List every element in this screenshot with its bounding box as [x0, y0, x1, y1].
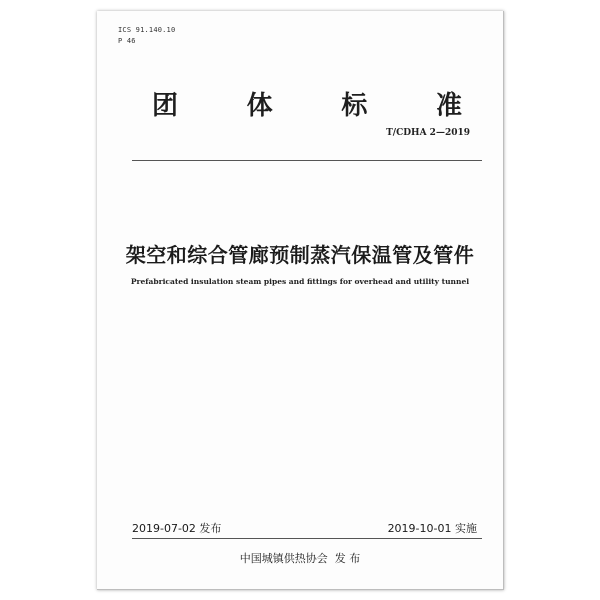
- bottom-divider: [132, 538, 482, 539]
- standard-type-char: 标: [341, 91, 368, 121]
- document-title-english: Prefabricated insulation steam pipes and fittings for overhead and utility tunnel: [130, 277, 470, 286]
- publisher: 中国城镇供热协会 发 布: [239, 552, 361, 565]
- standard-type-char: 准: [435, 91, 462, 121]
- standard-cover-page: [97, 11, 504, 590]
- ics-code: ICS 91.140.10: [118, 26, 176, 34]
- classification-code: P 46: [118, 37, 136, 45]
- implementation-date: 2019-10-01 实施: [387, 522, 477, 535]
- standard-type-heading: [152, 85, 462, 122]
- standard-type-char: 团: [152, 91, 179, 121]
- issue-date: 2019-07-02 发布: [132, 522, 222, 535]
- standard-number: T/CDHA 2—2019: [386, 128, 470, 138]
- standard-type-char: 体: [246, 91, 273, 121]
- document-title-chinese: 架空和综合管廊预制蒸汽保温管及管件: [125, 243, 475, 267]
- top-divider: [132, 160, 482, 161]
